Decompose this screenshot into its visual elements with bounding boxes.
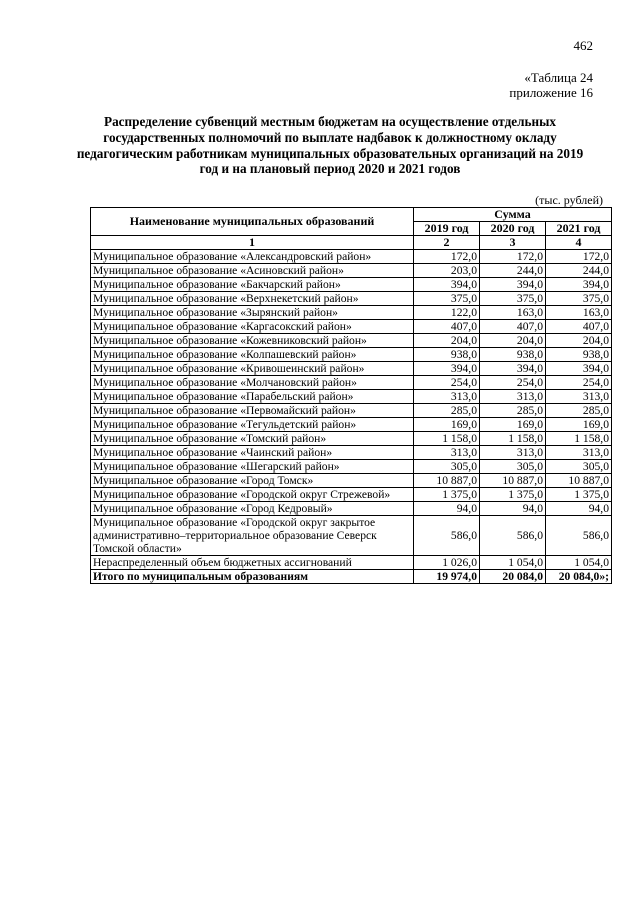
row-value-2019: 394,0	[414, 362, 480, 376]
total-2021: 20 084,0»;	[546, 570, 612, 584]
row-value-2021: 313,0	[546, 390, 612, 404]
row-value-2020: 305,0	[480, 460, 546, 474]
header-2020: 2020 год	[480, 222, 546, 236]
total-2020: 20 084,0	[480, 570, 546, 584]
row-value-2021: 375,0	[546, 292, 612, 306]
table-row	[91, 264, 612, 278]
row-name: Муниципальное образование «Парабельский район»	[91, 390, 414, 404]
row-value-2019: 1 026,0	[414, 556, 480, 570]
row-value-2019: 375,0	[414, 292, 480, 306]
table-row	[91, 474, 612, 488]
header-2019: 2019 год	[414, 222, 480, 236]
row-value-2019: 204,0	[414, 334, 480, 348]
header-index-4: 4	[546, 236, 612, 250]
row-value-2019: 394,0	[414, 278, 480, 292]
row-value-2019: 285,0	[414, 404, 480, 418]
row-name: Муниципальное образование «Городской округ Стрежевой»	[91, 488, 414, 502]
row-value-2019: 586,0	[414, 516, 480, 556]
table-row	[91, 292, 612, 306]
page-number: 462	[573, 38, 593, 53]
row-value-2019: 1 375,0	[414, 488, 480, 502]
row-value-2021: 1 375,0	[546, 488, 612, 502]
row-name: Нераспределенный объем бюджетных ассигнований	[91, 556, 414, 570]
row-value-2021: 938,0	[546, 348, 612, 362]
row-value-2019: 407,0	[414, 320, 480, 334]
row-name: Муниципальное образование «Верхнекетский район»	[91, 292, 414, 306]
table-row	[91, 306, 612, 320]
table-row	[91, 556, 612, 570]
row-value-2021: 254,0	[546, 376, 612, 390]
header-name: Наименование муниципальных образований	[91, 208, 414, 236]
total-2019: 19 974,0	[414, 570, 480, 584]
table-row	[91, 502, 612, 516]
header-sum: Сумма	[414, 208, 612, 222]
header-index-2: 2	[414, 236, 480, 250]
header-2021: 2021 год	[546, 222, 612, 236]
row-name: Муниципальное образование «Чаинский район»	[91, 446, 414, 460]
table-row	[91, 278, 612, 292]
row-value-2020: 938,0	[480, 348, 546, 362]
row-value-2019: 305,0	[414, 460, 480, 474]
row-value-2020: 313,0	[480, 446, 546, 460]
row-name: Муниципальное образование «Город Томск»	[91, 474, 414, 488]
row-name: Муниципальное образование «Асиновский район»	[91, 264, 414, 278]
row-value-2020: 394,0	[480, 362, 546, 376]
row-value-2019: 94,0	[414, 502, 480, 516]
row-value-2020: 254,0	[480, 376, 546, 390]
row-value-2021: 244,0	[546, 264, 612, 278]
row-value-2020: 586,0	[480, 516, 546, 556]
row-value-2021: 163,0	[546, 306, 612, 320]
row-value-2021: 204,0	[546, 334, 612, 348]
row-name: Муниципальное образование «Томский район»	[91, 432, 414, 446]
table-row	[91, 376, 612, 390]
table-row	[91, 404, 612, 418]
table-row	[91, 418, 612, 432]
row-name: Муниципальное образование «Тегульдетский район»	[91, 418, 414, 432]
table-ref-line1: «Таблица 24	[524, 70, 593, 85]
table-row	[91, 446, 612, 460]
row-value-2019: 172,0	[414, 250, 480, 264]
row-value-2021: 1 054,0	[546, 556, 612, 570]
row-name: Муниципальное образование «Кривошеинский район»	[91, 362, 414, 376]
row-name: Муниципальное образование «Зырянский район»	[91, 306, 414, 320]
row-value-2020: 407,0	[480, 320, 546, 334]
row-value-2020: 1 375,0	[480, 488, 546, 502]
row-value-2020: 394,0	[480, 278, 546, 292]
row-value-2021: 305,0	[546, 460, 612, 474]
table-row	[91, 432, 612, 446]
table-row	[91, 362, 612, 376]
row-name: Муниципальное образование «Колпашевский район»	[91, 348, 414, 362]
row-value-2020: 94,0	[480, 502, 546, 516]
row-value-2020: 285,0	[480, 404, 546, 418]
row-value-2021: 407,0	[546, 320, 612, 334]
header-index-1: 1	[91, 236, 414, 250]
table-row	[91, 516, 612, 556]
row-value-2020: 169,0	[480, 418, 546, 432]
row-name: Муниципальное образование «Шегарский район»	[91, 460, 414, 474]
table-row	[91, 250, 612, 264]
row-value-2019: 254,0	[414, 376, 480, 390]
row-value-2020: 375,0	[480, 292, 546, 306]
row-value-2019: 313,0	[414, 446, 480, 460]
table-reference	[509, 70, 593, 100]
row-value-2020: 1 158,0	[480, 432, 546, 446]
row-value-2021: 285,0	[546, 404, 612, 418]
row-value-2020: 244,0	[480, 264, 546, 278]
table-row	[91, 348, 612, 362]
row-value-2021: 586,0	[546, 516, 612, 556]
table-row	[91, 460, 612, 474]
total-label: Итого по муниципальным образованиям	[91, 570, 414, 584]
document-title: Распределение субвенций местным бюджетам на осуществление отдельных государственных полномочий по выплате надбавок к должностному окладу педагогическим работникам муниципальных образовательных организаций на 2019 год и на плановый период 2020 и 2021 годов	[76, 114, 584, 177]
row-name: Муниципальное образование «Первомайский район»	[91, 404, 414, 418]
table-row	[91, 488, 612, 502]
row-value-2019: 10 887,0	[414, 474, 480, 488]
row-value-2020: 10 887,0	[480, 474, 546, 488]
row-value-2020: 1 054,0	[480, 556, 546, 570]
row-value-2019: 203,0	[414, 264, 480, 278]
row-value-2019: 313,0	[414, 390, 480, 404]
header-index-3: 3	[480, 236, 546, 250]
row-value-2020: 313,0	[480, 390, 546, 404]
table-row	[91, 320, 612, 334]
row-name: Муниципальное образование «Город Кедровый»	[91, 502, 414, 516]
total-row	[91, 570, 612, 584]
row-value-2021: 94,0	[546, 502, 612, 516]
row-value-2021: 1 158,0	[546, 432, 612, 446]
row-value-2021: 394,0	[546, 362, 612, 376]
row-value-2021: 169,0	[546, 418, 612, 432]
row-value-2019: 1 158,0	[414, 432, 480, 446]
row-name: Муниципальное образование «Бакчарский район»	[91, 278, 414, 292]
row-value-2020: 172,0	[480, 250, 546, 264]
row-name: Муниципальное образование «Кожевниковский район»	[91, 334, 414, 348]
units-label: (тыс. рублей)	[535, 193, 603, 207]
row-name: Муниципальное образование «Молчановский район»	[91, 376, 414, 390]
row-value-2021: 10 887,0	[546, 474, 612, 488]
row-value-2019: 169,0	[414, 418, 480, 432]
row-value-2021: 313,0	[546, 446, 612, 460]
row-value-2019: 122,0	[414, 306, 480, 320]
table-row	[91, 334, 612, 348]
row-value-2019: 938,0	[414, 348, 480, 362]
row-name: Муниципальное образование «Городской округ закрытое административно–территориальное образование Северск Томской области»	[91, 516, 414, 556]
row-value-2020: 204,0	[480, 334, 546, 348]
row-value-2020: 163,0	[480, 306, 546, 320]
row-name: Муниципальное образование «Каргасокский район»	[91, 320, 414, 334]
table-ref-line2: приложение 16	[509, 85, 593, 100]
table-body	[91, 250, 612, 584]
table-row	[91, 390, 612, 404]
row-name: Муниципальное образование «Александровский район»	[91, 250, 414, 264]
row-value-2021: 172,0	[546, 250, 612, 264]
subsidy-table	[90, 207, 612, 584]
row-value-2021: 394,0	[546, 278, 612, 292]
